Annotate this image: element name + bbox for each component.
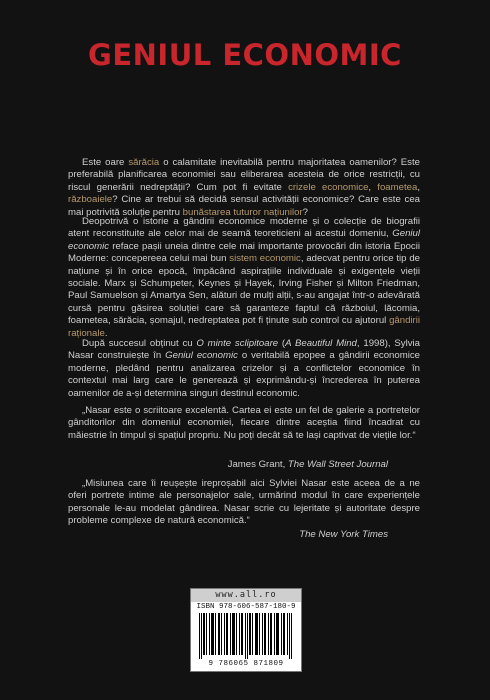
description-paragraph: Deopotrivă o istorie a gândirii economice moderne și o colecție de biografii atent reconstituite ale celor mai de seamă teoreticieni ai acestui domeniu, Geniul economic reface pașii uneia dintre cele mai importante provocări din istoria Epocii Moderne: concepereea celui mai bun sistem economic, adecvat pentru orice tip de națiune și în orice epocă, împăcând aspirațiile individuale și exigențele vieții sociale. Marx și Schumpeter, Keynes și Hayek, Irving Fisher și Milton Friedman, Paul Samuelson și Amartya Sen, alături de mulți alții, s-au angajat într-o adevărată cursă pentru găsirea soluției care să garanteze faptul că războiul, lăcomia, foametea, sărăcia, șomajul, nedreptatea pot fi ținute sub control cu ajutorul gândirii raționale.	[68, 216, 420, 339]
highlight-term: sărăcia	[128, 157, 160, 168]
barcode-digits: 9 786065 871809	[208, 660, 284, 668]
book-title-italic: Geniul economic	[165, 350, 238, 362]
review-quote: „Nasar este o scriitoare excelentă. Cartea ei este un fel de galerie a portretelor gânditorilor din domeniul economiei, fiecare dintre aceștia fiind încadrat cu măiestrie în timpul și spațiul propriu. Nu poți decât să te lași captivat de viețile lor.“	[68, 405, 420, 441]
barcode-icon	[199, 613, 294, 659]
author-paragraph: După succesul obținut cu O minte sclipitoare (A Beautiful Mind, 1998), Sylvia Nasar construiește în Geniul economic o veritabilă epopee a gândirii economice moderne, pledând pentru analizarea crizelor și a conflictelor economice în contextul mai larg care le generează și exprimându-și încrederea în puterea oamenilor de a-și determina singuri destinul economic.	[68, 338, 420, 399]
book-title-italic: A Beautiful Mind	[285, 338, 357, 349]
publisher-website: www.all.ro	[191, 589, 301, 602]
highlight-term: gândirii raționale	[68, 315, 420, 339]
review-attribution: James Grant, The Wall Street Journal	[227, 459, 388, 470]
review-quote: „Misiunea care îi reușește ireproșabil aici Sylviei Nasar este aceea de a ne oferi portrete intime ale personajelor sale, urmărind modul în care experiențele personale le-au modelat gândirea. Nasar scrie cu lejeritate și autoritate despre probleme complexe de natură economică.“	[68, 478, 420, 527]
book-title-italic: O minte sclipitoare	[196, 338, 279, 349]
highlight-term: sistem economic	[229, 253, 301, 265]
highlight-term: războaiele	[68, 194, 113, 206]
highlight-term: foametea	[377, 181, 418, 193]
intro-paragraph: Este oare sărăcia o calamitate inevitabilă pentru majoritatea oamenilor? Este preferabilă planificarea economiei sau eliberarea acesteia de orice restricții, cu riscul generării nedreptății? Cum pot fi evitate crizele economice, foametea, războaiele? Cine ar trebui să decidă sensul activității economice? Care este cea mai potrivită soluție pentru bunăstarea tuturor națiunilor?	[68, 157, 420, 218]
highlight-term: bunăstarea tuturor națiunilor	[182, 206, 303, 218]
isbn-text: ISBN 978-606-587-180-9	[196, 603, 296, 611]
barcode-label	[190, 588, 302, 672]
highlight-term: crizele economice	[288, 181, 369, 193]
review-attribution: The New York Times	[299, 529, 388, 540]
book-title: GENIUL ECONOMIC	[88, 38, 402, 72]
book-title-italic: Geniul economic	[68, 228, 420, 252]
